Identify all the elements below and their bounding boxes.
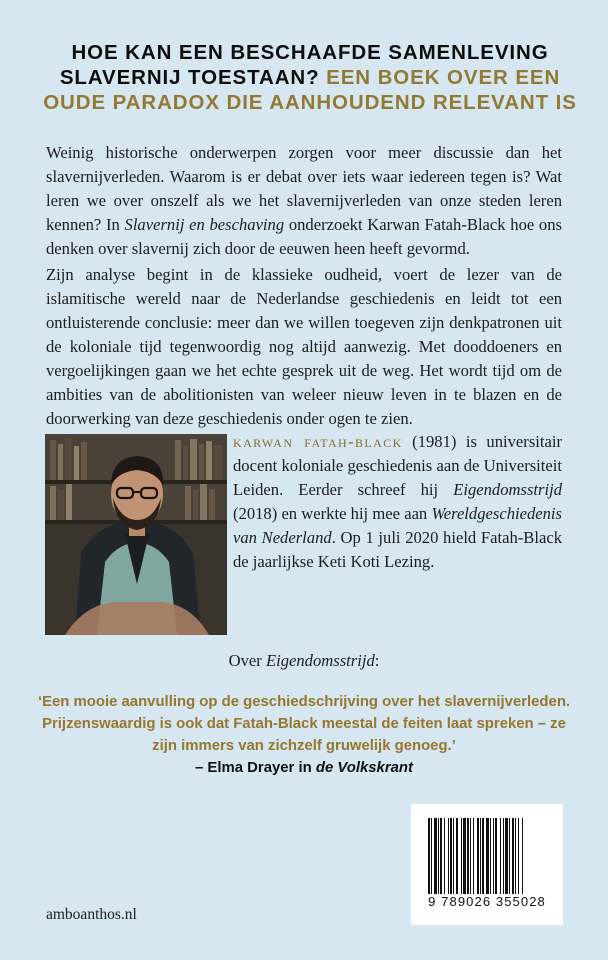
bio-text-1: (1981) is universitair docent koloniale geschiedenis aan de Universiteit Leiden. Eerder schreef hij: [233, 432, 562, 499]
description-paragraph-2: Zijn analyse begint in de klassieke oudheid, voert de lezer van de islamitische wereld naar de Nederlandse geschiedenis en leidt tot een ontluisterende conclusie: meer dan we willen toegeven zijn denkpatronen uit de koloniale tijd tegenwoordig nog altijd aanwezig. Met dooddoeners en vergoelijkingen gaan we het echte gesprek uit de weg. Het wordt tijd om de ambities van de abolitionisten van weleer nieuw leven in te blazen en de doorwerking van deze geschiedenis onder ogen te zien.: [46, 265, 562, 428]
publisher-website: amboanthos.nl: [46, 906, 137, 923]
headline: [40, 40, 580, 115]
paragraph1-text-start: Weinig historische onderwerpen zorgen voor meer discussie dan het slavernijverleden. Waarom is er debat over iets waar iedereen tegen is? Wat leren we over onszelf als we het slavernijverleden van onze steden leren kennen? In: [46, 143, 562, 234]
quote-heading: [0, 651, 608, 671]
quote-heading-title: Eigendomsstrijd: [265, 651, 375, 670]
bio-book-1: Eigendomsstrijd: [453, 480, 562, 499]
quote-attribution: [30, 757, 578, 779]
headline-subtitle: EEN BOEK OVER EEN OUDE PARADOX DIE AANHOUDEND RELEVANT IS: [43, 66, 577, 114]
quote-heading-suffix: :: [374, 651, 380, 670]
description-paragraph-1: [46, 141, 562, 261]
barcode-bars-icon: [428, 818, 546, 894]
quote-source: de Volkskrant: [315, 760, 413, 776]
paragraph1-text-end: onderzoekt Karwan Fatah-Black hoe ons denken over slavernij zich door de eeuwen heen heeft gevormd.: [46, 215, 562, 258]
author-bio: [233, 430, 562, 574]
quote-heading-prefix: Over: [228, 651, 266, 670]
barcode: [411, 804, 563, 925]
bio-text-2: (2018) en werkte hij mee aan: [233, 504, 432, 523]
quote-author: – Elma Drayer in: [195, 760, 316, 776]
author-name: karwan fatah-black: [233, 432, 403, 451]
bio-text-3: . Op 1 juli 2020 hield Fatah-Black de jaarlijkse Keti Koti Lezing.: [233, 528, 562, 571]
headline-question: HOE KAN EEN BESCHAAFDE SAMENLEVING SLAVERNIJ TOESTAAN?: [59, 41, 549, 89]
bio-book-2: Wereldgeschiedenis van Nederland: [233, 504, 562, 547]
quote-text: ‘Een mooie aanvulling op de geschiedschrijving over het slavernijverleden. Prijzenswaardig is ook dat Fatah-Black meestal de feiten laat spreken – ze zijn immers van zichzelf gruwelijk genoeg.’: [37, 694, 571, 754]
isbn-number: 9 789026 355028: [428, 894, 546, 909]
review-quote: [30, 691, 578, 779]
book-title: Slavernij en beschaving: [124, 215, 285, 234]
author-photo: [45, 434, 227, 635]
